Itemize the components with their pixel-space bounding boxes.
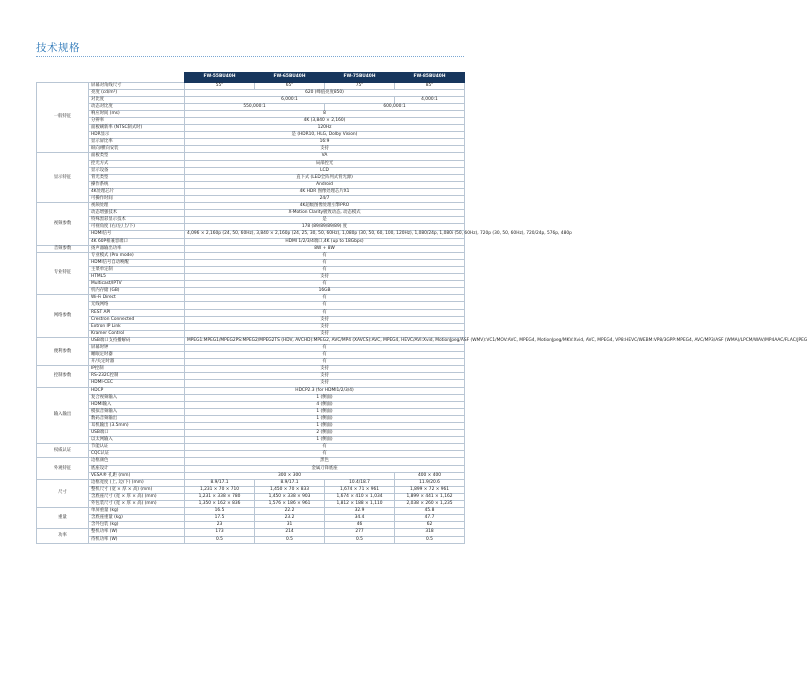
table-row: [37, 196, 465, 203]
spec-value: 1,450 × 70 × 833: [255, 486, 325, 493]
spec-name: HDMI-CEC: [89, 380, 185, 387]
table-row: [37, 160, 465, 167]
table-row: [37, 82, 465, 89]
spec-value: 黑色: [185, 458, 465, 465]
spec-name: Multicast/IPTV: [89, 281, 185, 288]
table-row: [37, 132, 465, 139]
spec-value: 34.4: [325, 515, 395, 522]
spec-value: 8.9/17.1: [255, 479, 325, 486]
spec-name: IP控制: [89, 366, 185, 373]
spec-value: 4,096 × 2,160p (24, 50, 60Hz), 3,840 × 2,160p (24, 25, 30, 50, 60Hz), 1,080p (30, 50, 60, 100, 120Hz), 1,080/24p, 1,080i (50, 60Hz), 720p (30, 50, 60Hz), 720/24p, 576p, 480p: [185, 231, 465, 238]
table-row: [37, 302, 465, 309]
spec-value: 47.7: [395, 515, 465, 522]
model-header: FW-55BU40H: [185, 73, 255, 83]
spec-value: 支持: [185, 330, 465, 337]
category-label: 一般特征: [37, 82, 89, 153]
spec-value: 4 (侧面): [185, 401, 465, 408]
spec-value: 120Hz: [185, 125, 465, 132]
spec-value: 550,000:1: [185, 103, 325, 110]
spec-value: 1,231 × 338 × 780: [185, 493, 255, 500]
spec-value: 1,350 × 162 × 836: [185, 501, 255, 508]
spec-value: 1,674 × 71 × 961: [325, 486, 395, 493]
spec-value: 1 (侧面): [185, 394, 465, 401]
spec-value: 1 (侧面): [185, 415, 465, 422]
spec-value: 支持: [185, 146, 465, 153]
spec-name: RS-232C控制: [89, 373, 185, 380]
spec-name: HTML5: [89, 274, 185, 281]
spec-name: 边框宽度 (上, 边/下) (mm): [89, 479, 185, 486]
spec-table: [36, 72, 807, 544]
spec-name: 整机功率 (W): [89, 529, 185, 536]
spec-value: 23: [185, 522, 255, 529]
spec-value: 65": [255, 82, 325, 89]
spec-name: 动态对比度: [89, 103, 185, 110]
spec-value: 2,038 × 260 × 1,235: [395, 501, 465, 508]
table-row: [37, 238, 465, 245]
table-row: [37, 472, 465, 479]
spec-value: 1,450 × 338 × 903: [255, 493, 325, 500]
spec-value: 4K (3,840 × 2,160): [185, 117, 465, 124]
spec-value: 1,231 × 70 × 710: [185, 486, 255, 493]
spec-value: 2 (侧面): [185, 430, 465, 437]
table-row: [37, 252, 465, 259]
spec-value: 55": [185, 82, 255, 89]
spec-value: 支持: [185, 366, 465, 373]
spec-name: REST API: [89, 309, 185, 316]
spec-value: 有: [185, 444, 465, 451]
category-label: 视频参数: [37, 203, 89, 246]
spec-name: HDCP: [89, 387, 185, 394]
spec-name: 亮度 (cd/m²): [89, 89, 185, 96]
spec-value: 有: [185, 352, 465, 359]
spec-value: 1,812 × 188 × 1,110: [325, 501, 395, 508]
spec-value: 1 (侧面): [185, 437, 465, 444]
table-row: [37, 210, 465, 217]
spec-name: 数码音频输出: [89, 415, 185, 422]
spec-name: Wi-Fi Direct: [89, 295, 185, 302]
table-row: [37, 344, 465, 351]
spec-value: 16:9: [185, 139, 465, 146]
table-row: [37, 394, 465, 401]
spec-value: 178 (89/89/89/89) 度: [185, 224, 465, 231]
spec-value: 4K HDR 图像处理芯片X1: [185, 188, 465, 195]
spec-value: 318: [395, 529, 465, 536]
spec-name: Kramer Control: [89, 330, 185, 337]
spec-name: 可操作时间: [89, 196, 185, 203]
spec-value: 11.9/20.6: [395, 479, 465, 486]
table-row: [37, 366, 465, 373]
spec-name: 开/关定时器: [89, 359, 185, 366]
spec-value: MPEG1:MPEG1/MPEG2PS:MPEG2/MPEG2TS (HDV, AVCHD):MPEG2, AVC/MP4 (XAVCS):AVC, MPEG4, HEVC/AVI:Xvid, MotionJpeg/ASF (WMV):VC1/MOV:AVC, MPEG4, MotionJpeg/MKV:Xvid, AVC, MPEG4, VP8:HEVC/WEBM:VP8/3GPP:MPEG4, AVC/MP3/ASF (WMA)/LPCM/WAV/MP4AAC/FLAC/JPEG: [185, 337, 465, 344]
spec-name: 整机尺寸 (宽 × 厚 × 高) (mm): [89, 486, 185, 493]
spec-name: 面板刷新率 (NTSC制式时): [89, 125, 185, 132]
spec-value: 85": [395, 82, 465, 89]
table-row: [37, 96, 465, 103]
spec-value: X-Motion Clarity极致动态, 动态模式: [185, 210, 465, 217]
spec-value: 0.5: [255, 536, 325, 543]
spec-value: 局部控光: [185, 160, 465, 167]
spec-name: VESA® 孔距 (mm): [89, 472, 185, 479]
spec-name: HDMI输入: [89, 401, 185, 408]
table-row: [37, 387, 465, 394]
table-row: [37, 295, 465, 302]
spec-name: 操作系统: [89, 181, 185, 188]
table-row: [37, 167, 465, 174]
spec-value: 620 (峰值亮度850): [185, 89, 465, 96]
spec-value: 0.5: [395, 536, 465, 543]
spec-value: 1 (侧面): [185, 423, 465, 430]
spec-value: 22.2: [255, 508, 325, 515]
table-row: [37, 188, 465, 195]
spec-name: 动态增强技术: [89, 210, 185, 217]
category-label: 外观特征: [37, 458, 89, 479]
spec-value: 31: [255, 522, 325, 529]
spec-value: 4,000:1: [395, 96, 465, 103]
category-label: 网络参数: [37, 295, 89, 338]
table-row: [37, 89, 465, 96]
table-row: [37, 139, 465, 146]
table-row: [37, 281, 465, 288]
category-label: 重量: [37, 508, 89, 529]
spec-value: 有: [185, 252, 465, 259]
spec-name: 4K 60P相兼容端口: [89, 238, 185, 245]
table-row: [37, 288, 465, 295]
table-row: [37, 266, 465, 273]
spec-value: 有: [185, 309, 465, 316]
spec-value: 有: [185, 302, 465, 309]
model-header: FW-65BU40H: [255, 73, 325, 83]
table-row: [37, 274, 465, 281]
table-row: [37, 330, 465, 337]
spec-value: 有: [185, 295, 465, 302]
table-row: [37, 486, 465, 493]
spec-value: 23.2: [255, 515, 325, 522]
spec-value: 277: [325, 529, 395, 536]
table-row: [37, 110, 465, 117]
table-row: [37, 103, 465, 110]
spec-name: 耳机输出 (3.5mm): [89, 423, 185, 430]
spec-value: 支持: [185, 380, 465, 387]
spec-name: 含底座重量 (kg): [89, 515, 185, 522]
category-label: 功率: [37, 529, 89, 543]
table-row: [37, 423, 465, 430]
spec-name: 外包装尺寸 (宽 × 厚 × 高) (mm): [89, 501, 185, 508]
spec-value: 62: [395, 522, 465, 529]
spec-name: 复合视频输入: [89, 394, 185, 401]
category-label: 尺寸: [37, 479, 89, 507]
spec-value: 17.5: [185, 515, 255, 522]
table-row: [37, 401, 465, 408]
table-row: [37, 458, 465, 465]
category-label: 输入输出: [37, 387, 89, 444]
category-label: 音频参数: [37, 245, 89, 252]
table-row: [37, 493, 465, 500]
model-header: FW-85BU40H: [395, 73, 465, 83]
spec-value: 24/7: [185, 196, 465, 203]
category-label: 权威认证: [37, 444, 89, 458]
spec-value: Android: [185, 181, 465, 188]
table-row: [37, 536, 465, 543]
category-label: 专业特征: [37, 252, 89, 295]
spec-value: LCD: [185, 167, 465, 174]
spec-value: 8.9/17.1: [185, 479, 255, 486]
spec-name: HDR显示: [89, 132, 185, 139]
category-label: 控制参数: [37, 366, 89, 387]
spec-value: 6,000:1: [185, 96, 395, 103]
spec-name: Crestron Connected: [89, 316, 185, 323]
spec-value: 0.5: [325, 536, 395, 543]
spec-name: 边框颜色: [89, 458, 185, 465]
table-row: [37, 437, 465, 444]
spec-value: 是: [185, 217, 465, 224]
spec-value: 1,674 × 410 × 1,034: [325, 493, 395, 500]
model-header-row: [37, 73, 465, 83]
spec-name: 机内存储 (GB): [89, 288, 185, 295]
spec-name: 控光方式: [89, 160, 185, 167]
spec-name: 含底座尺寸 (宽 × 厚 × 高) (mm): [89, 493, 185, 500]
table-row: [37, 323, 465, 330]
table-row: [37, 174, 465, 181]
spec-name: Extron IP Link: [89, 323, 185, 330]
table-row: [37, 415, 465, 422]
page-title: 技术规格: [36, 42, 80, 54]
table-row: [37, 444, 465, 451]
spec-name: 以太网输入: [89, 437, 185, 444]
spec-value: 32.9: [325, 508, 395, 515]
spec-value: 16.5: [185, 508, 255, 515]
spec-value: 金属刀锋底座: [185, 465, 465, 472]
table-row: [37, 451, 465, 458]
spec-name: 扬声器输出功率: [89, 245, 185, 252]
spec-value: 有: [185, 359, 465, 366]
spec-name: 显示设备: [89, 167, 185, 174]
table-row: [37, 479, 465, 486]
table-row: [37, 245, 465, 252]
spec-name: 面板类型: [89, 153, 185, 160]
spec-value: 46: [325, 522, 395, 529]
spec-value: 8W + 8W: [185, 245, 465, 252]
spec-name: 显示屏比率: [89, 139, 185, 146]
table-row: [37, 231, 465, 238]
table-row: [37, 465, 465, 472]
title-divider: [36, 56, 464, 57]
spec-value: 支持: [185, 274, 465, 281]
table-row: [37, 217, 465, 224]
spec-value: 400 × 400: [395, 472, 465, 479]
spec-name: 单屏重量 (kg): [89, 508, 185, 515]
table-row: [37, 380, 465, 387]
spec-name: 节能认证: [89, 444, 185, 451]
table-row: [37, 309, 465, 316]
spec-name: 响应时间 (ms): [89, 110, 185, 117]
table-row: [37, 117, 465, 124]
spec-value: 支持: [185, 373, 465, 380]
spec-value: 45.8: [395, 508, 465, 515]
table-row: [37, 373, 465, 380]
category-label: 便利参数: [37, 337, 89, 365]
spec-value: 8: [185, 110, 465, 117]
spec-value: 16GB: [185, 288, 465, 295]
table-row: [37, 224, 465, 231]
spec-value: 有: [185, 266, 465, 273]
spec-name: 分辨率: [89, 117, 185, 124]
spec-value: 有: [185, 451, 465, 458]
table-row: [37, 337, 465, 344]
spec-name: 模拟音频输入: [89, 408, 185, 415]
spec-name: HDMI信号自动唤醒: [89, 259, 185, 266]
spec-name: 主菜单定制: [89, 266, 185, 273]
spec-name: 待机功率 (W): [89, 536, 185, 543]
spec-value: 4K超级图像处理引擎PRO: [185, 203, 465, 210]
spec-name: 底座设计: [89, 465, 185, 472]
table-row: [37, 529, 465, 536]
spec-name: 纵向/横向安装: [89, 146, 185, 153]
spec-value: 有: [185, 281, 465, 288]
table-row: [37, 522, 465, 529]
table-row: [37, 153, 465, 160]
spec-name: HDMI信号: [89, 231, 185, 238]
spec-name: 无线网络: [89, 302, 185, 309]
table-row: [37, 125, 465, 132]
spec-name: 含外包装 (kg): [89, 522, 185, 529]
model-header: FW-75BU40H: [325, 73, 395, 83]
spec-value: HDMI 1/2/3/4端口,4K (up to 18Gbps): [185, 238, 465, 245]
table-row: [37, 430, 465, 437]
spec-value: 1,576 × 186 × 961: [255, 501, 325, 508]
spec-value: 1,899 × 441 × 1,162: [395, 493, 465, 500]
table-row: [37, 181, 465, 188]
spec-name: 屏幕时钟: [89, 344, 185, 351]
spec-name: 睡眠定时器: [89, 352, 185, 359]
spec-value: 600,000:1: [325, 103, 465, 110]
category-label: 显示特征: [37, 153, 89, 203]
table-row: [37, 203, 465, 210]
spec-value: 支持: [185, 323, 465, 330]
table-row: [37, 501, 465, 508]
spec-value: VA: [185, 153, 465, 160]
spec-value: 300 × 300: [185, 472, 395, 479]
table-row: [37, 146, 465, 153]
table-row: [37, 352, 465, 359]
table-row: [37, 316, 465, 323]
spec-value: 有: [185, 259, 465, 266]
spec-value: 75": [325, 82, 395, 89]
spec-value: 10.4/18.7: [325, 479, 395, 486]
spec-value: 214: [255, 529, 325, 536]
spec-value: 1 (侧面): [185, 408, 465, 415]
spec-value: 是 (HDR10, HLG, Dolby Vision): [185, 132, 465, 139]
spec-value: 173: [185, 529, 255, 536]
spec-value: HDCP2.3 (for HDMI1/2/3/4): [185, 387, 465, 394]
table-row: [37, 359, 465, 366]
spec-name: 对比度: [89, 96, 185, 103]
spec-name: 屏幕对角线尺寸: [89, 82, 185, 89]
table-row: [37, 408, 465, 415]
spec-name: 背光类型: [89, 174, 185, 181]
spec-name: 特殊黑彩显示技术: [89, 217, 185, 224]
spec-name: 视频处理: [89, 203, 185, 210]
spec-value: 0.5: [185, 536, 255, 543]
spec-name: USB端口支持播解码: [89, 337, 185, 344]
spec-name: CQC认证: [89, 451, 185, 458]
spec-name: 可视角度 (右/左/上/下): [89, 224, 185, 231]
table-row: [37, 515, 465, 522]
spec-name: 4K处理芯片: [89, 188, 185, 195]
spec-value: 支持: [185, 316, 465, 323]
spec-value: 有: [185, 344, 465, 351]
spec-value: 1,899 × 72 × 961: [395, 486, 465, 493]
spec-name: 专业模式 (Pro mode): [89, 252, 185, 259]
table-row: [37, 259, 465, 266]
table-row: [37, 508, 465, 515]
spec-name: USB端口: [89, 430, 185, 437]
spec-value: 直下式 (LED全阵列式背光源): [185, 174, 465, 181]
